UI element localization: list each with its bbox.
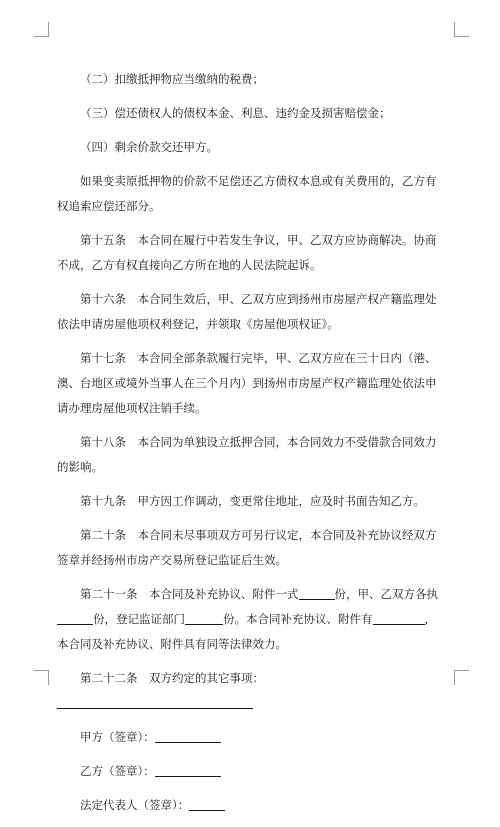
article-21-part-a: 第二十一条 本合同及补充协议、附件一式 [80,587,299,601]
crop-mark-bottom-right [454,670,469,685]
clause-item-4: （四）剩余价款交还甲方。 [80,140,218,154]
article-22-label: 第二十二条 双方约定的其它事项： [80,671,264,685]
party-a-label: 甲方（签章）： [80,730,155,744]
article-21-part-c: 份，登记监证部门 [93,612,185,626]
signature-party-b [57,759,447,784]
article-22 [57,666,447,716]
crop-mark-top-right [454,22,469,37]
legal-rep-label: 法定代表人（签章）： [80,798,190,812]
article-21-part-d: 份。本合同补充协议、附件有 [223,612,373,626]
party-a-signature-field[interactable] [155,729,221,743]
copies-registry-field[interactable] [185,611,223,625]
clause-item-2: （二）扣缴抵押物应当缴纳的税费； [80,72,264,86]
party-b-label: 乙方（签章）： [80,764,155,778]
article-16: 第十六条 本合同生效后，甲、乙双方应到扬州市房屋产权产籍监理处依法申请房屋他项权利登记，并领取《房屋他项权证》。 [57,292,437,331]
article-20: 第二十条 本合同未尽事项双方可另行议定，本合同及补充协议经双方签章并经扬州市房产交易所登记监证后生效。 [57,528,437,567]
article-21-part-b: 份，甲、乙双方各执 [334,587,438,601]
crop-mark-top-left [34,22,49,37]
clause-item-3: （三）偿还债权人的债权本金、利息、违约金及损害赔偿金； [80,106,391,120]
crop-mark-bottom-left [34,670,49,685]
attachments-field[interactable] [373,611,425,625]
article-19: 第十九条 甲方因工作调动，变更常住地址，应及时书面告知乙方。 [80,494,425,508]
copies-total-field[interactable] [299,586,335,600]
party-b-signature-field[interactable] [155,763,221,777]
copies-each-party-field[interactable] [57,611,93,625]
signature-legal-rep [57,793,447,818]
legal-rep-signature-field[interactable] [189,797,225,811]
shortfall-paragraph: 如果变卖原抵押物的价款不足偿还乙方债权本息或有关费用的，乙方有权追索应偿还部分。 [57,174,437,213]
article-21 [57,582,447,657]
signature-party-a [57,725,447,750]
document-body [57,67,447,827]
article-17: 第十七条 本合同全部条款履行完毕，甲、乙双方应在三十日内（港、澳、台地区或境外当事人在三个月内）到扬州市房屋产权产籍监理处依法申请办理房屋他项权注销手续。 [57,351,437,415]
article-18: 第十八条 本合同为单独设立抵押合同，本合同效力不受借款合同效力的影响。 [57,435,437,474]
article-15: 第十五条 本合同在履行中若发生争议，甲、乙双方应协商解决。协商不成，乙方有权直接向乙方所在地的人民法院起诉。 [57,233,437,272]
article-21-part-e: ，本合同及补充协议、附件具有同等法律效力。 [57,612,436,651]
